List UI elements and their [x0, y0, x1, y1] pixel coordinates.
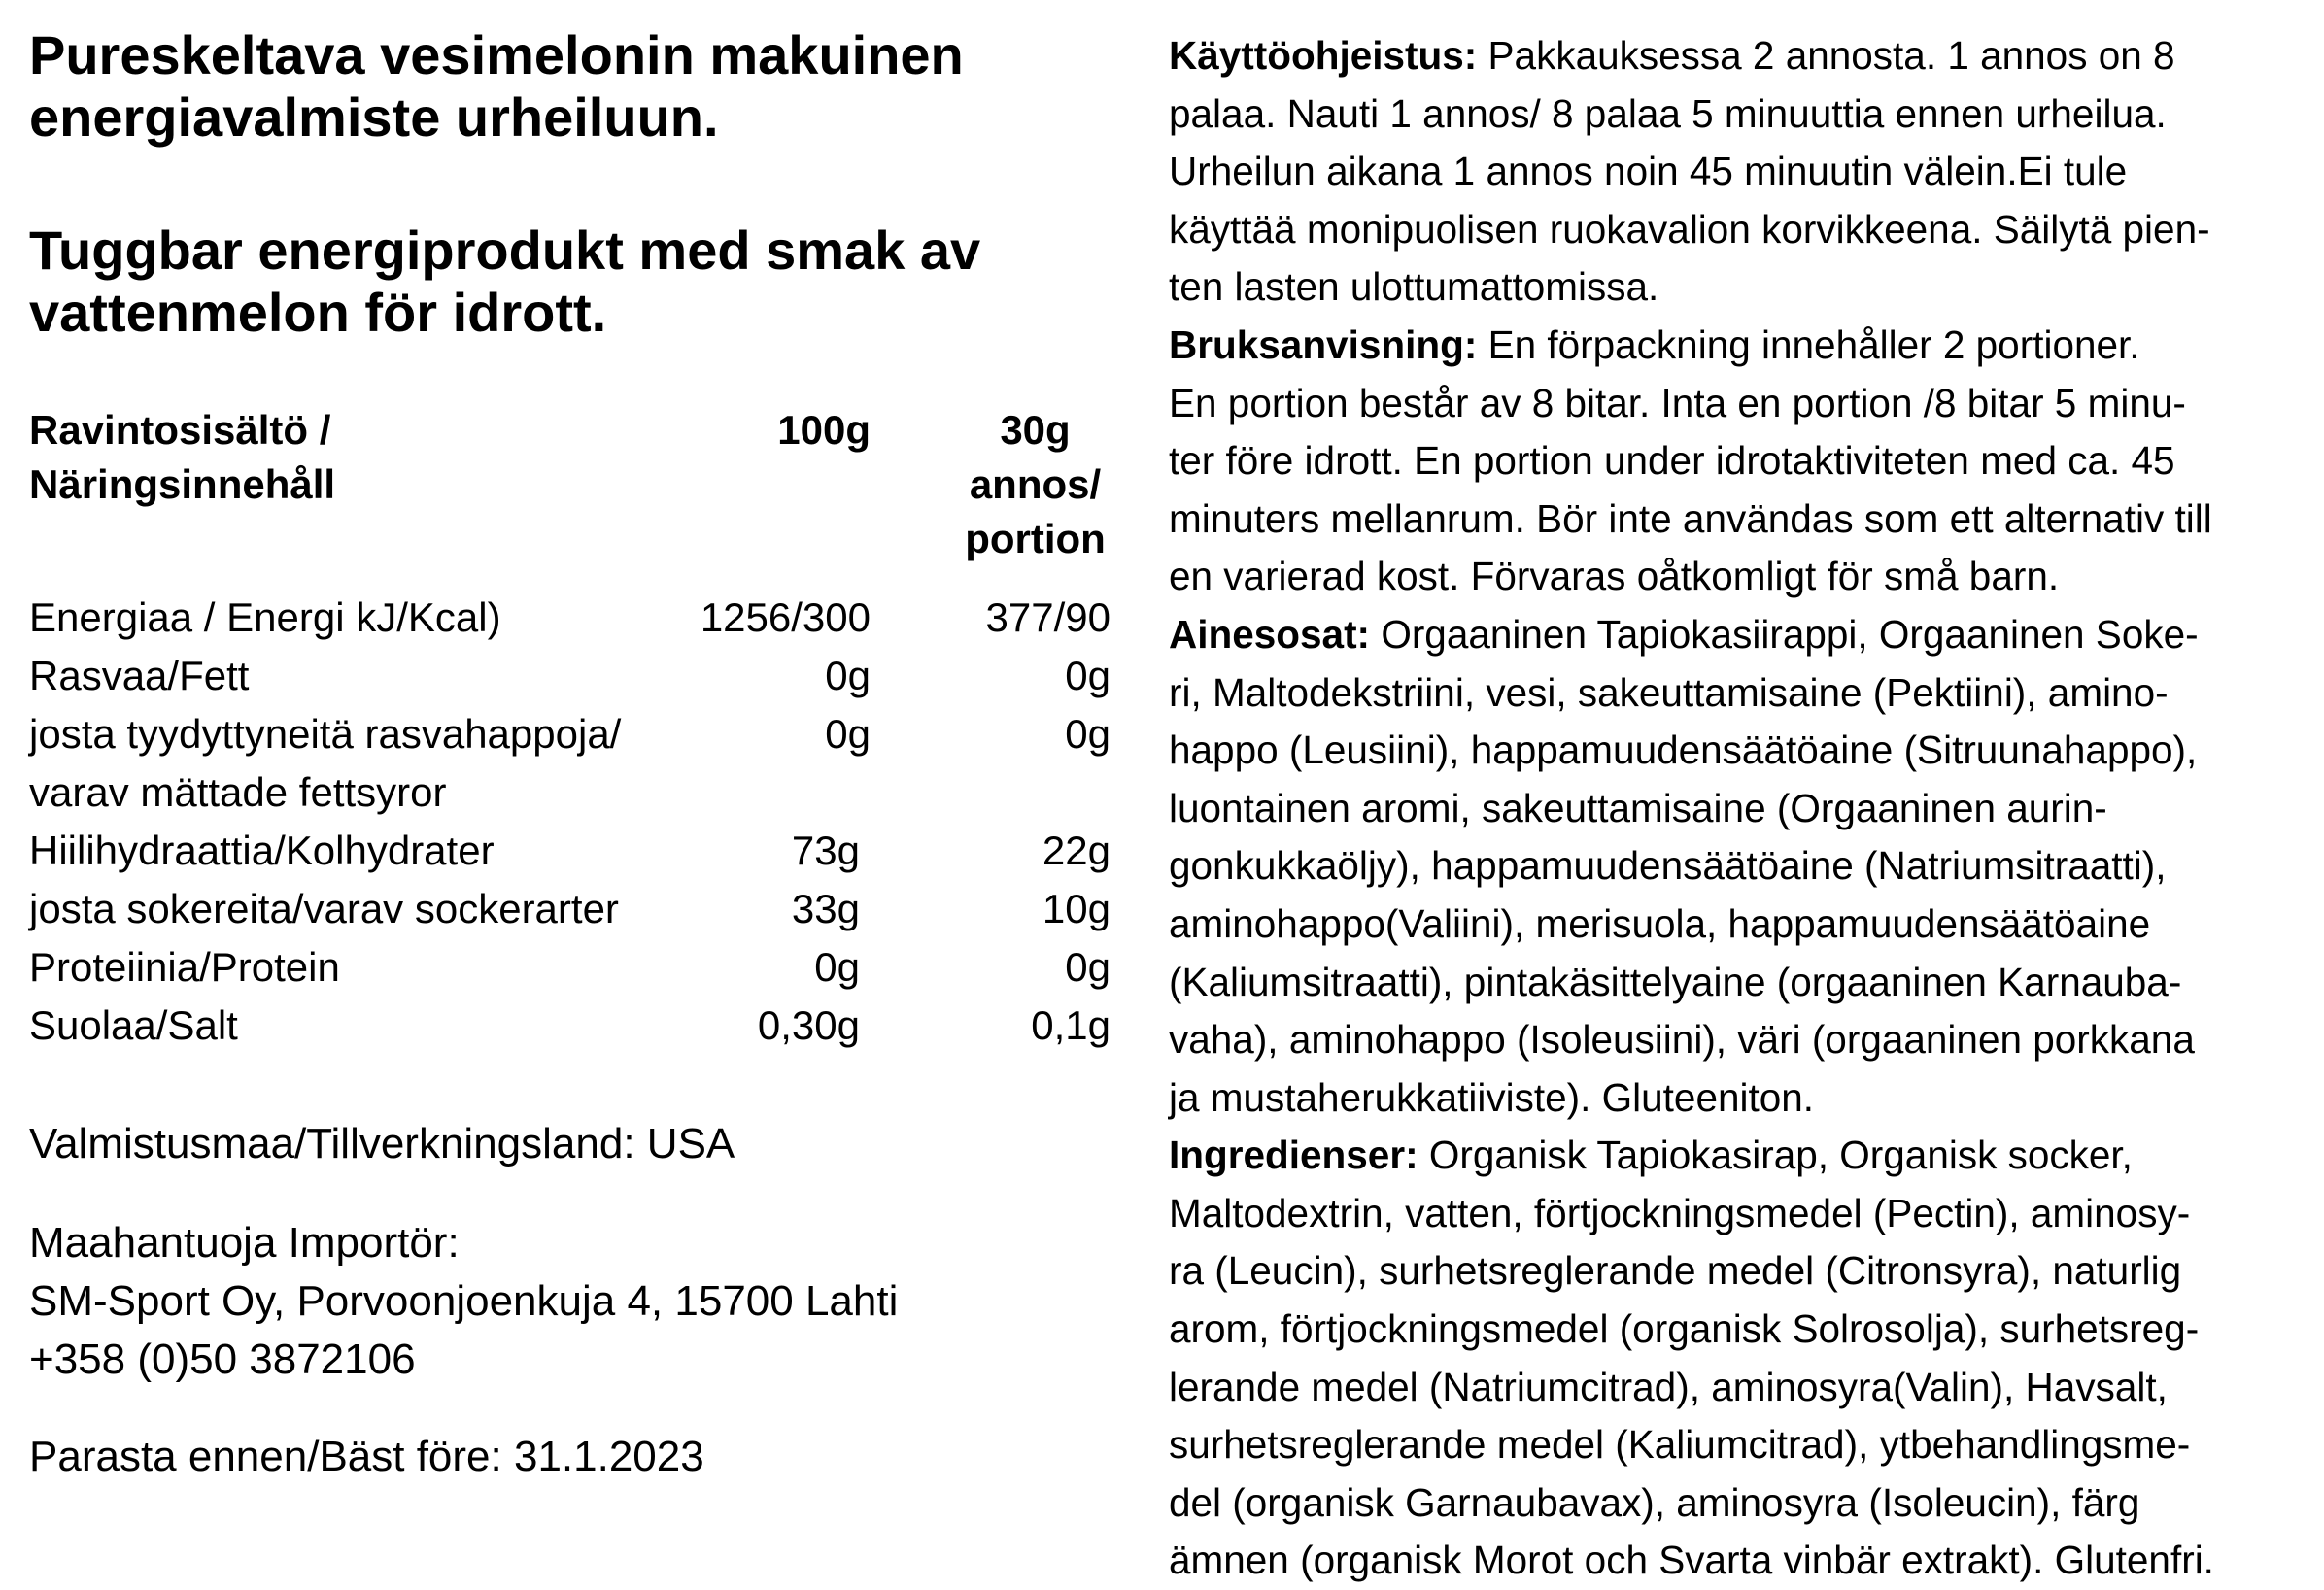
nutrition-row-label: Rasvaa/Fett [29, 653, 250, 698]
nutrition-col-30g [950, 403, 1120, 566]
text-line: en varierad kost. Förvaras oåtkomligt för små barn. [1169, 554, 2060, 599]
nutrition-row-30g: 22g [1042, 828, 1111, 873]
text-run: En förpackning innehåller 2 portioner. [1477, 321, 2140, 367]
nutrition-row-label: josta sokereita/varav sockerarter [29, 886, 619, 931]
nutrition-row-100g: 0g [814, 944, 860, 990]
title-fi-line: energiavalmiste urheiluun. [29, 86, 719, 148]
text-line: Urheilun aikana 1 annos noin 45 minuutin välein.Ei tule [1169, 149, 2128, 194]
nutrition-row-100g: 0g [825, 711, 871, 757]
text-line [1169, 317, 2214, 375]
col-30g-line: 30g [1000, 407, 1071, 453]
text-line: ra (Leucin), surhetsreglerande medel (Citronsyra), naturlig [1169, 1248, 2182, 1294]
text-line: vaha), aminohappo (Isoleusiini), väri (orgaaninen porkkana [1169, 1017, 2195, 1063]
text-line: ämnen (organisk Morot och Svarta vinbär extrakt). Glutenfri. [1169, 1538, 2214, 1583]
nutrition-row-label-line: josta tyydyttyneitä rasvahappoja/ [29, 711, 622, 757]
text-line [1169, 27, 2214, 85]
nutrition-row-30g: 0g [1065, 944, 1111, 990]
nutrition-row-label-line: varav mättade fettsyror [29, 769, 447, 815]
ingredients-fi [1169, 606, 2214, 1127]
text-line: gonkukkaöljy), happamuudensäätöaine (Natriumsitraatti), [1169, 843, 2167, 889]
instructions-sv [1169, 317, 2214, 606]
text-line: aminohappo(Valiini), merisuola, happamuudensäätöaine [1169, 900, 2151, 946]
text-line: palaa. Nauti 1 annos/ 8 palaa 5 minuuttia ennen urheilua. [1169, 90, 2167, 136]
nutrition-row-30g: 377/90 [985, 594, 1111, 640]
importer-phone: +358 (0)50 3872106 [29, 1336, 416, 1383]
country-of-origin: Valmistusmaa/Tillverkningsland: USA [29, 1120, 735, 1167]
text-line: arom, förtjockningsmedel (organisk Solrosolja), surhetsreg- [1169, 1306, 2200, 1352]
text-line: En portion består av 8 bitar. Inta en portion /8 bitar 5 minu- [1169, 380, 2186, 425]
text-run: Organisk Tapiokasirap, Organisk socker, [1418, 1133, 2133, 1178]
instructions-fi [1169, 27, 2214, 317]
text-line: ten lasten ulottumattomissa. [1169, 264, 1659, 310]
importer-label: Maahantuoja Importör: [29, 1219, 460, 1267]
right-column [1169, 27, 2214, 1590]
instructions-sv-heading: Bruksanvisning: [1169, 321, 1478, 367]
title-sv-line: vattenmelon för idrott. [29, 282, 607, 343]
text-line [1169, 1127, 2214, 1185]
nutrition-row-label: Energiaa / Energi kJ/Kcal) [29, 594, 501, 640]
nutrition-row-100g: 1256/300 [700, 594, 871, 640]
text-line: happo (Leusiini), happamuudensäätöaine (Sitruunahappo), [1169, 727, 2198, 773]
importer-block [29, 1214, 898, 1389]
text-line: ja mustaherukkatiiviste). Gluteeniton. [1169, 1074, 1815, 1120]
nutrition-col-100g: 100g [777, 407, 871, 453]
nutrition-label-line: Näringsinnehåll [29, 461, 336, 507]
text-line [1169, 606, 2214, 664]
instructions-fi-heading: Käyttöohjeistus: [1169, 33, 1478, 78]
best-before: Parasta ennen/Bäst före: 31.1.2023 [29, 1433, 704, 1480]
text-line: Maltodextrin, vatten, förtjockningsmedel (Pectin), aminosy- [1169, 1190, 2191, 1235]
text-line: käyttää monipuolisen ruokavalion korvikkeena. Säilytä pien- [1169, 206, 2210, 252]
text-line: luontainen aromi, sakeuttamisaine (Orgaaninen aurin- [1169, 785, 2107, 830]
nutrition-row-30g: 0,1g [1031, 1002, 1111, 1048]
product-title-fi [29, 24, 964, 149]
col-30g-line: portion [965, 516, 1106, 561]
nutrition-row-100g: 0g [825, 653, 871, 698]
product-title-sv [29, 220, 980, 344]
ingredients-sv [1169, 1127, 2214, 1590]
nutrition-row-100g: 73g [791, 828, 860, 873]
nutrition-row-30g: 10g [1042, 886, 1111, 931]
nutrition-row-30g: 0g [1065, 711, 1111, 757]
text-line: ter före idrott. En portion under idrotaktiviteten med ca. 45 [1169, 438, 2175, 484]
text-line: surhetsreglerande medel (Kaliumcitrad), ytbehandlingsme- [1169, 1422, 2191, 1468]
nutrition-row-label [29, 705, 621, 822]
ingredients-sv-heading: Ingredienser: [1169, 1133, 1418, 1178]
col-30g-line: annos/ [969, 461, 1102, 507]
nutrition-row-label: Proteiinia/Protein [29, 944, 340, 990]
text-line: del (organisk Garnaubavax), aminosyra (Isoleucin), färg [1169, 1479, 2140, 1525]
text-line: lerande medel (Natriumcitrad), aminosyra(Valin), Havsalt, [1169, 1364, 2168, 1409]
importer-address: SM-Sport Oy, Porvoonjoenkuja 4, 15700 Lahti [29, 1277, 899, 1325]
ingredients-fi-heading: Ainesosat: [1169, 611, 1371, 657]
text-line: ri, Maltodekstriini, vesi, sakeuttamisaine (Pektiini), amino- [1169, 669, 2169, 715]
nutrition-row-100g: 0,30g [757, 1002, 860, 1048]
nutrition-row-label: Hiilihydraattia/Kolhydrater [29, 828, 495, 873]
text-run: Orgaaninen Tapiokasiirappi, Orgaaninen Soke- [1370, 611, 2199, 657]
nutrition-row-label: Suolaa/Salt [29, 1002, 238, 1048]
nutrition-label [29, 403, 335, 512]
text-line: (Kaliumsitraatti), pintakäsittelyaine (orgaaninen Karnauba- [1169, 959, 2182, 1004]
title-sv-line: Tuggbar energiprodukt med smak av [29, 220, 981, 281]
nutrition-label-line: Ravintosisältö / [29, 407, 331, 453]
text-line: minuters mellanrum. Bör inte användas som ett alternativ till [1169, 495, 2212, 541]
text-run: Pakkauksessa 2 annosta. 1 annos on 8 [1477, 33, 2175, 78]
nutrition-row-100g: 33g [791, 886, 860, 931]
title-fi-line: Pureskeltava vesimelonin makuinen [29, 24, 964, 85]
nutrition-row-30g: 0g [1065, 653, 1111, 698]
